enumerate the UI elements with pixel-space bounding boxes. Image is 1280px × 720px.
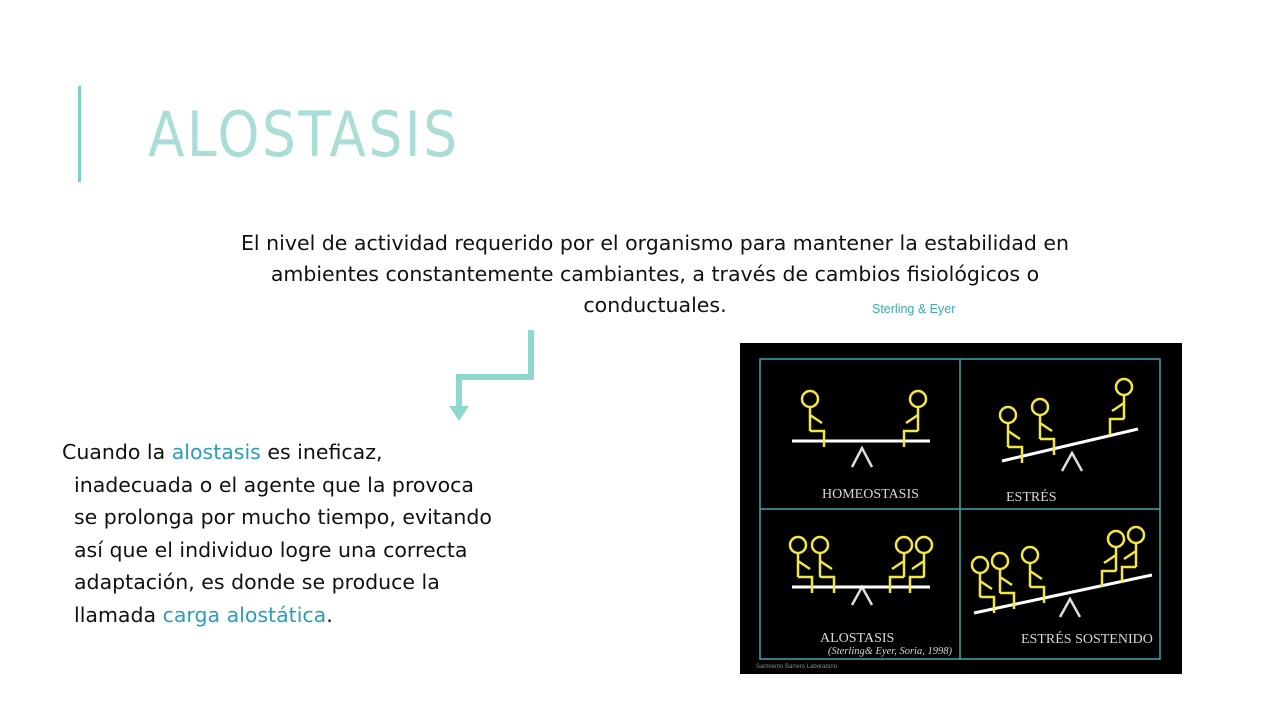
allostasis-seesaw-figure: [740, 343, 1182, 674]
body-line: se prolonga por mucho tiempo, evitando: [74, 505, 492, 529]
panel-alostasis: [790, 537, 932, 605]
label-estres-sostenido: ESTRÉS SOSTENIDO: [1021, 632, 1153, 647]
title-accent-bar: [78, 86, 81, 182]
body-line: [62, 436, 582, 469]
down-arrow-icon: [440, 328, 540, 428]
panel-estres: [1000, 379, 1138, 471]
body-text-segment: es ineficaz,: [260, 440, 383, 464]
body-text-segment: llamada: [74, 602, 163, 627]
slide-title: ALOSTASIS: [148, 98, 460, 171]
panel-estres-sostenido: [972, 527, 1152, 617]
body-line: [62, 599, 582, 632]
body-paragraph: [62, 436, 582, 631]
body-text-segment: Cuando la: [62, 440, 172, 464]
figure-citation: (Sterling& Eyer, Soria, 1998): [828, 646, 952, 657]
label-alostasis: ALOSTASIS: [820, 631, 895, 646]
panel-homeostasis: [792, 391, 930, 467]
body-line: inadecuada o el agente que la provoca: [74, 472, 474, 497]
body-line: así que el individuo logre una correcta: [74, 537, 468, 562]
alostasis-highlight: alostasis: [171, 440, 261, 464]
citation: Sterling & Eyer: [872, 302, 956, 316]
definition-text: El nivel de actividad requerido por el organismo para mantener la estabilidad en ambientes constantemente cambiantes, a través de cambios fisiológicos o conductuales.: [240, 231, 1070, 317]
body-text-segment: .: [326, 602, 333, 627]
label-estres: ESTRÉS: [1006, 490, 1057, 505]
figure-credit: Sarmiento Barrero Laboratorio: [756, 664, 838, 670]
seesaw-illustration: [740, 343, 1182, 674]
body-line: adaptación, es donde se produce la: [74, 570, 440, 594]
label-homeostasis: HOMEOSTASIS: [822, 487, 919, 502]
carga-alostatica-highlight: carga alostática: [162, 602, 327, 627]
